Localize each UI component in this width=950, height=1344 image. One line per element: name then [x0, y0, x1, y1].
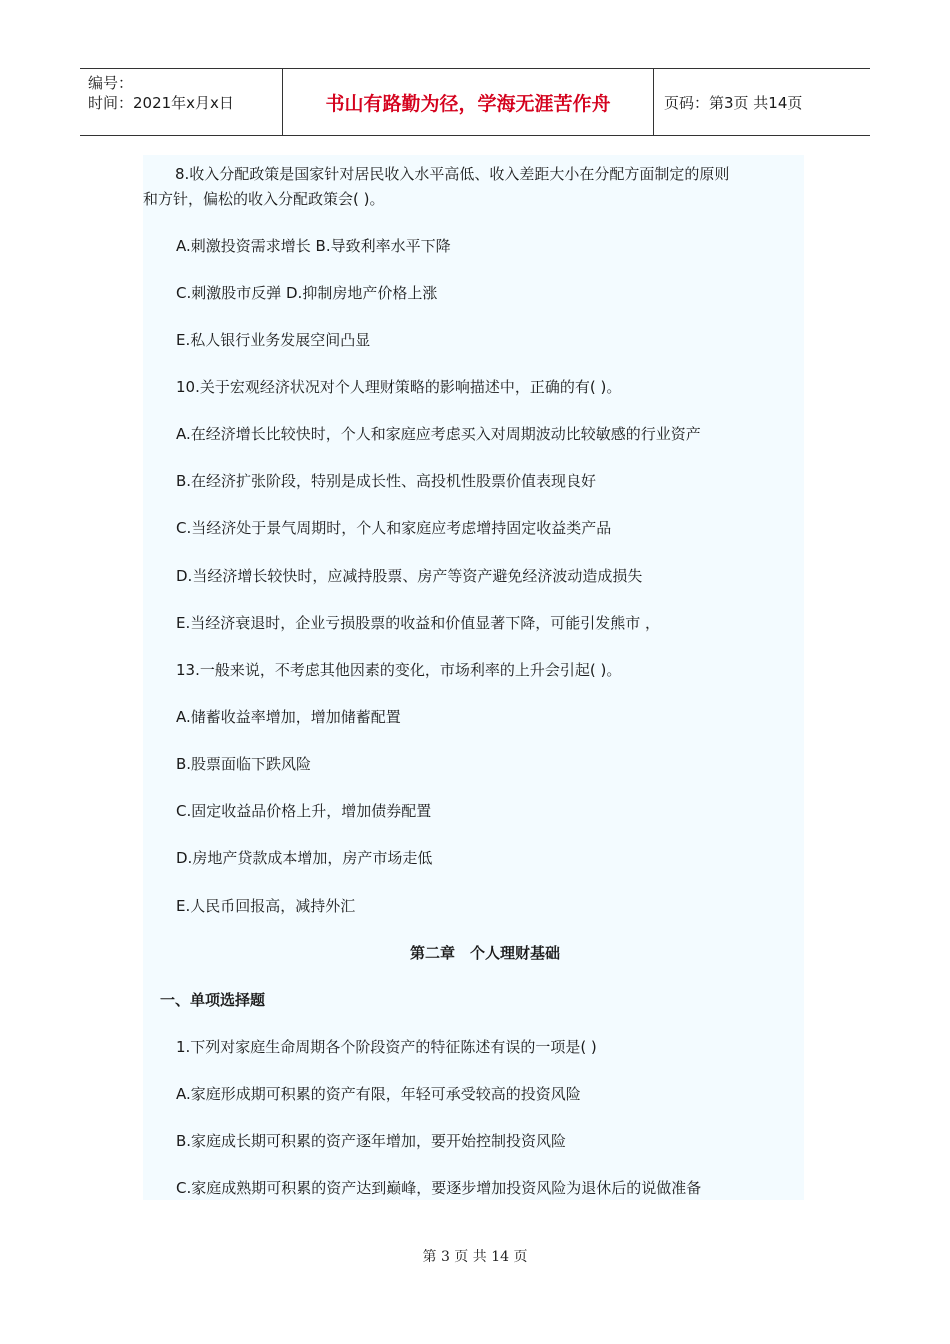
single-choice-1-option-b: B.家庭成长期可积累的资产逐年增加，要开始控制投资风险: [176, 1132, 567, 1150]
question-13-option-a: A.储蓄收益率增加，增加储蓄配置: [176, 708, 401, 726]
single-choice-1-option-a: A.家庭形成期可积累的资产有限，年轻可承受较高的投资风险: [176, 1085, 581, 1103]
question-13-option-e: E.人民币回报高，减持外汇: [176, 897, 356, 915]
question-8-text-line2: 和方针，偏松的收入分配政策会( )。: [143, 190, 385, 208]
document-number-label: 编号：: [88, 74, 134, 92]
document-body: [143, 155, 804, 1200]
single-choice-1-option-c: C.家庭成熟期可积累的资产达到巅峰，要逐步增加投资风险为退休后的说做准备: [176, 1179, 702, 1197]
section-title: 一、单项选择题: [160, 991, 266, 1009]
chapter-title: 第二章 个人理财基础: [410, 944, 561, 962]
question-8-option-e: E.私人银行业务发展空间凸显: [176, 331, 371, 349]
question-10-option-c: C.当经济处于景气周期时，个人和家庭应考虑增持固定收益类产品: [176, 519, 612, 537]
question-13-option-c: C.固定收益品价格上升，增加债券配置: [176, 802, 432, 820]
question-8-options-cd: C.刺激股市反弹 D.抑制房地产价格上涨: [176, 284, 438, 302]
question-13-text: 13.一般来说，不考虑其他因素的变化，市场利率的上升会引起( )。: [176, 661, 622, 679]
document-header: [80, 68, 870, 136]
question-10-option-a: A.在经济增长比较快时，个人和家庭应考虑买入对周期波动比较敏感的行业资产: [176, 425, 701, 443]
header-page-number: 页码：第3页 共14页: [664, 93, 803, 112]
document-date-label: 时间：2021年x月x日: [88, 94, 234, 112]
header-motto: 书山有路勤为径，学海无涯苦作舟: [282, 69, 654, 135]
question-8-text-line1: 8.收入分配政策是国家针对居民收入水平高低、收入差距大小在分配方面制定的原则: [175, 165, 730, 183]
question-13-option-d: D.房地产贷款成本增加，房产市场走低: [176, 849, 433, 867]
single-choice-1-text: 1.下列对家庭生命周期各个阶段资产的特征陈述有误的一项是( ): [176, 1038, 597, 1056]
page-footer: 第 3 页 共 14 页: [422, 1249, 528, 1265]
question-10-option-b: B.在经济扩张阶段，特别是成长性、高投机性股票价值表现良好: [176, 472, 597, 490]
header-meta: [80, 69, 282, 135]
question-10-option-d: D.当经济增长较快时，应减持股票、房产等资产避免经济波动造成损失: [176, 567, 643, 585]
question-13-option-b: B.股票面临下跌风险: [176, 755, 312, 773]
question-10-option-e: E.当经济衰退时，企业亏损股票的收益和价值显著下降，可能引发熊市 ，: [176, 614, 661, 632]
question-10-text: 10.关于宏观经济状况对个人理财策略的影响描述中，正确的有( )。: [176, 378, 622, 396]
question-8-options-ab: A.刺激投资需求增长 B.导致利率水平下降: [176, 237, 451, 255]
